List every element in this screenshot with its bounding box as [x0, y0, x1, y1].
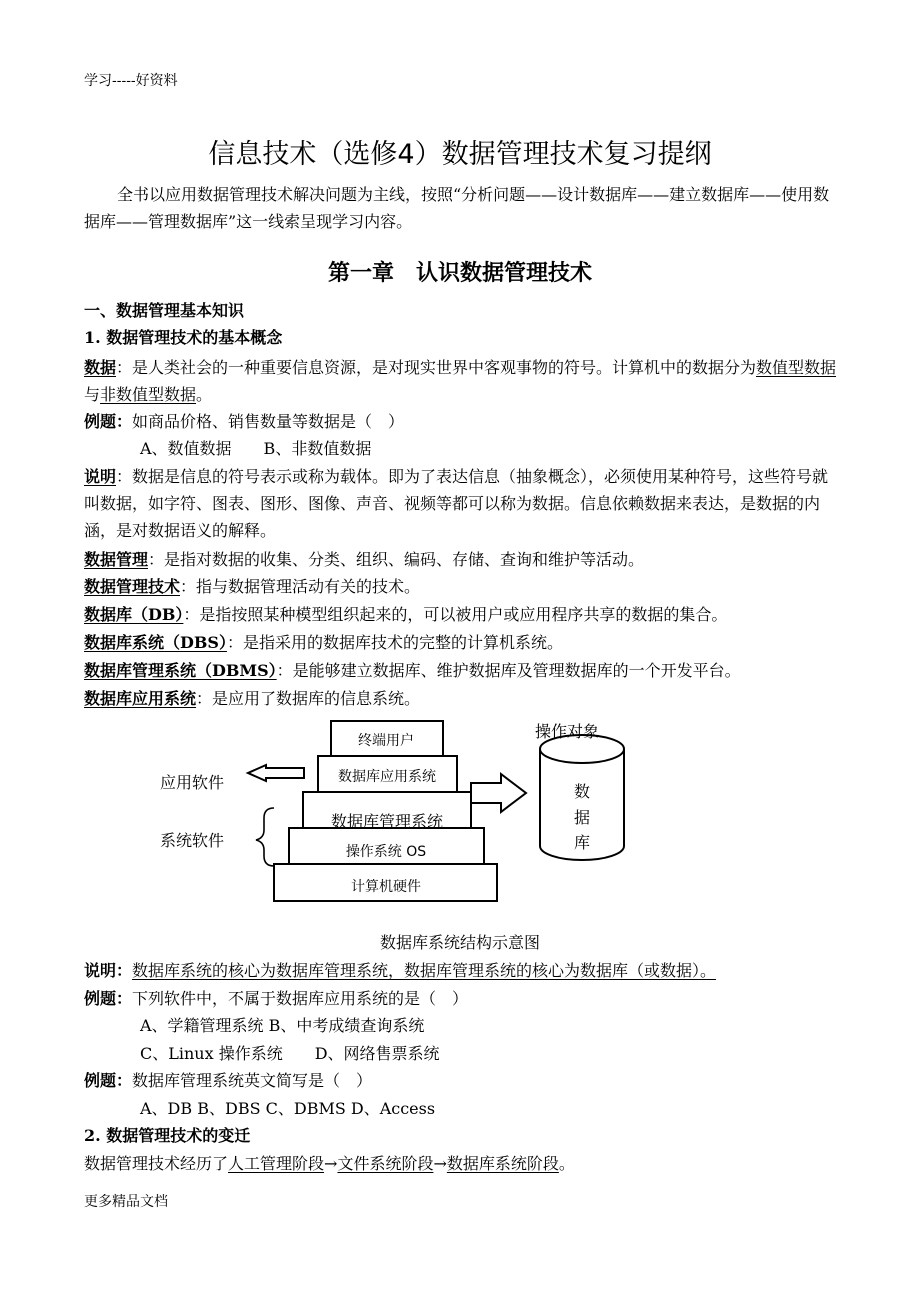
brace-icon: [256, 808, 274, 866]
example-2: 例题：下列软件中，不属于数据库应用系统的是（ ）: [84, 989, 469, 1008]
subsection-heading-1: 1. 数据管理技术的基本概念: [84, 328, 283, 347]
page-footer: 更多精品文档: [84, 1194, 168, 1210]
intro-paragraph: 全书以应用数据管理技术解决问题为主线，按照“分析问题——设计数据库——建立数据库——使用数据库——管理数据库”这一线索呈现学习内容。: [84, 185, 830, 231]
page-header: 学习-----好资料: [84, 73, 178, 89]
example-3-options: A、DB B、DBS C、DBMS D、Access: [140, 1099, 436, 1118]
note-1: 说明：数据是信息的符号表示或称为载体。即为了表达信息（抽象概念），必须使用某种符号，这些符号就叫数据，如字符、图表、图形、图像、声音、视频等都可以称为数据。信息依赖数据来表达，是数据的内涵，是对数据语义的解释。: [84, 467, 829, 540]
right-arrow-icon: [471, 774, 526, 812]
evolution-sentence: 数据管理技术经历了人工管理阶段→文件系统阶段→数据库系统阶段。: [84, 1154, 575, 1173]
label-system-software: 系统软件: [160, 831, 225, 850]
document-title: 信息技术（选修4）数据管理技术复习提纲: [208, 139, 712, 170]
section-heading: 一、数据管理基本知识: [84, 301, 245, 320]
chapter-heading: 第一章 认识数据管理技术: [327, 261, 592, 286]
db-char-1: 数: [573, 782, 591, 801]
left-arrow-icon: [248, 765, 304, 781]
definition-db-application: 数据库应用系统：是应用了数据库的信息系统。: [84, 689, 421, 708]
definition-data-management: 数据管理：是指对数据的收集、分类、组织、编码、存储、查询和维护等活动。: [84, 550, 645, 569]
term-data: 数据: [84, 358, 117, 377]
definition-data-management-tech: 数据管理技术：指与数据管理活动有关的技术。: [84, 577, 421, 596]
layer-user-label: 终端用户: [358, 733, 414, 749]
db-char-2: 据: [573, 808, 591, 827]
note-2: 说明：数据库系统的核心为数据库管理系统，数据库管理系统的核心为数据库（或数据）。: [84, 961, 717, 980]
label-operation-target: 操作对象: [535, 722, 600, 741]
label-application-software: 应用软件: [160, 773, 225, 792]
definition-dbms: 数据库管理系统（DBMS）：是能够建立数据库、维护数据库及管理数据库的一个开发平台。: [84, 661, 741, 680]
layer-hardware-label: 计算机硬件: [351, 879, 421, 895]
diagram-caption: 数据库系统结构示意图: [379, 933, 540, 952]
layer-os-label: 操作系统 OS: [345, 844, 427, 860]
subsection-heading-2: 2. 数据管理技术的变迁: [84, 1126, 251, 1145]
example-1: 例题：如商品价格、销售数量等数据是（ ）: [84, 412, 405, 431]
layer-dbapp-label: 数据库应用系统: [338, 769, 436, 785]
definition-db: 数据库（DB）：是指按照某种模型组织起来的，可以被用户或应用程序共享的数据的集合。: [84, 605, 728, 624]
example-3: 例题：数据库管理系统英文简写是（ ）: [84, 1071, 373, 1090]
example-1-options: A、数值数据 B、非数值数据: [140, 439, 372, 458]
layer-dbms-label: 数据库管理系统: [330, 812, 444, 831]
example-2-options-1: A、学籍管理系统 B、中考成绩查询系统: [140, 1016, 425, 1035]
data-definition: 数据：是人类社会的一种重要信息资源，是对现实世界中客观事物的符号。计算机中的数据分为数值型数据与非数值型数据。: [84, 358, 837, 404]
example-2-options-2: C、Linux 操作系统 D、网络售票系统: [140, 1044, 440, 1063]
db-char-3: 库: [573, 833, 591, 852]
definition-dbs: 数据库系统（DBS）：是指采用的数据库技术的完整的计算机系统。: [84, 633, 563, 652]
